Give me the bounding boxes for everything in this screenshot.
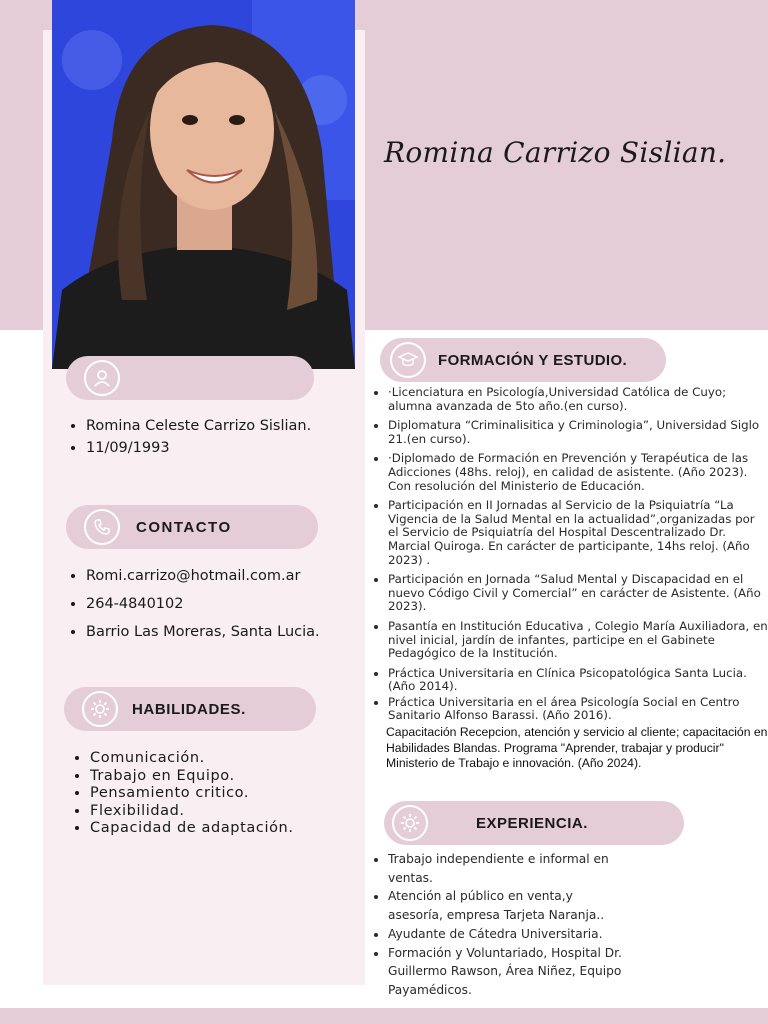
- gear-icon: [392, 805, 428, 841]
- list-item: • Ayudante de Cátedra Universitaria.: [388, 925, 630, 944]
- list-item: • ·Diplomado de Formación en Prevención y Terapéutica de las Adicciones (48hs. reloj), en calidad de asistente. (Año 2023). Con resolución del Ministerio de Educación.: [388, 452, 768, 493]
- user-icon: [84, 360, 120, 396]
- contact-title: CONTACTO: [136, 518, 232, 536]
- experience-title: EXPERIENCIA.: [476, 814, 588, 832]
- education-title: FORMACIÓN Y ESTUDIO.: [438, 351, 628, 369]
- list-item: • Pasantía en Institución Educativa , Colegio María Auxiliadora, en nivel inicial, jardín de infantes, participe en el Gabinete Pedagógico de la Institución.: [388, 620, 768, 661]
- list-item: • Romina Celeste Carrizo Sislian.: [86, 418, 311, 434]
- contact-email: • Romi.carrizo@hotmail.com.ar: [86, 566, 320, 586]
- skills-pill: [64, 687, 316, 731]
- list-item: • Comunicación.: [90, 750, 294, 768]
- list-item: • Participación en Jornada “Salud Mental y Discapacidad en el nuevo Código Civil y Comercial” en carácter de Asistente. (Año 2023).: [388, 573, 768, 614]
- full-name-heading: Romina Carrizo Sislian.: [384, 136, 727, 169]
- experience-list: [370, 850, 630, 1000]
- personal-info-list: [66, 418, 311, 462]
- contact-phone: • 264-4840102: [86, 594, 320, 614]
- list-item: • Diplomatura “Criminalisitica y Criminologia”, Universidad Siglo 21.(en curso).: [388, 419, 768, 446]
- skills-list: [70, 750, 294, 838]
- contact-list: [66, 566, 320, 648]
- phone-icon: [84, 509, 120, 545]
- list-item: • Atención al público en venta,y asesoría, empresa Tarjeta Naranja..: [388, 887, 630, 924]
- profile-photo: [52, 0, 355, 369]
- list-item: • ·Licenciatura en Psicología,Universidad Católica de Cuyo; alumna avanzada de 5to año.(en curso).: [388, 386, 768, 413]
- contact-pill: [66, 505, 318, 549]
- footer-band: [0, 1008, 768, 1024]
- list-item: • 11/09/1993: [86, 440, 311, 456]
- graduation-cap-icon: [390, 342, 426, 378]
- list-item: • Participación en II Jornadas al Servicio de la Psiquiatría “La Vigencia de la Salud Mental en la actualidad”,organizadas por el Servicio de Psiquiatría del Hospital Descentralizado Dr. Marcial Quiroga. En carácter de participante, 14hs reloj. (Año 2023) .: [388, 499, 768, 567]
- list-item: • Práctica Universitaria en el área Psicología Social en Centro Sanitario Alfonso Barassi. (Año 2016).: [388, 696, 768, 723]
- list-item: • Flexibilidad.: [90, 803, 294, 821]
- list-item: • Capacidad de adaptación.: [90, 820, 294, 838]
- gear-icon: [82, 691, 118, 727]
- personal-pill: [66, 356, 314, 400]
- list-item: • Trabajo independiente e informal en ventas.: [388, 850, 630, 887]
- list-item: • Pensamiento critico.: [90, 785, 294, 803]
- list-item: Capacitación Recepcion, atención y servicio al cliente; capacitación en Habilidades Blandas. Programa "Aprender, trabajar y producir" Ministerio de Trabajo e innovación. (Año 2024).: [386, 725, 768, 771]
- list-item: • Formación y Voluntariado, Hospital Dr. Guillermo Rawson, Área Niñez, Equipo Payamédicos.: [388, 944, 630, 1000]
- skills-title: HABILIDADES.: [132, 700, 246, 718]
- experience-pill: [384, 801, 684, 845]
- list-item: • Práctica Universitaria en Clínica Psicopatológica Santa Lucia. (Año 2014).: [388, 667, 768, 694]
- contact-address: • Barrio Las Moreras, Santa Lucia.: [86, 622, 320, 642]
- education-pill: [380, 338, 666, 382]
- education-list: [370, 386, 768, 778]
- list-item: • Trabajo en Equipo.: [90, 768, 294, 786]
